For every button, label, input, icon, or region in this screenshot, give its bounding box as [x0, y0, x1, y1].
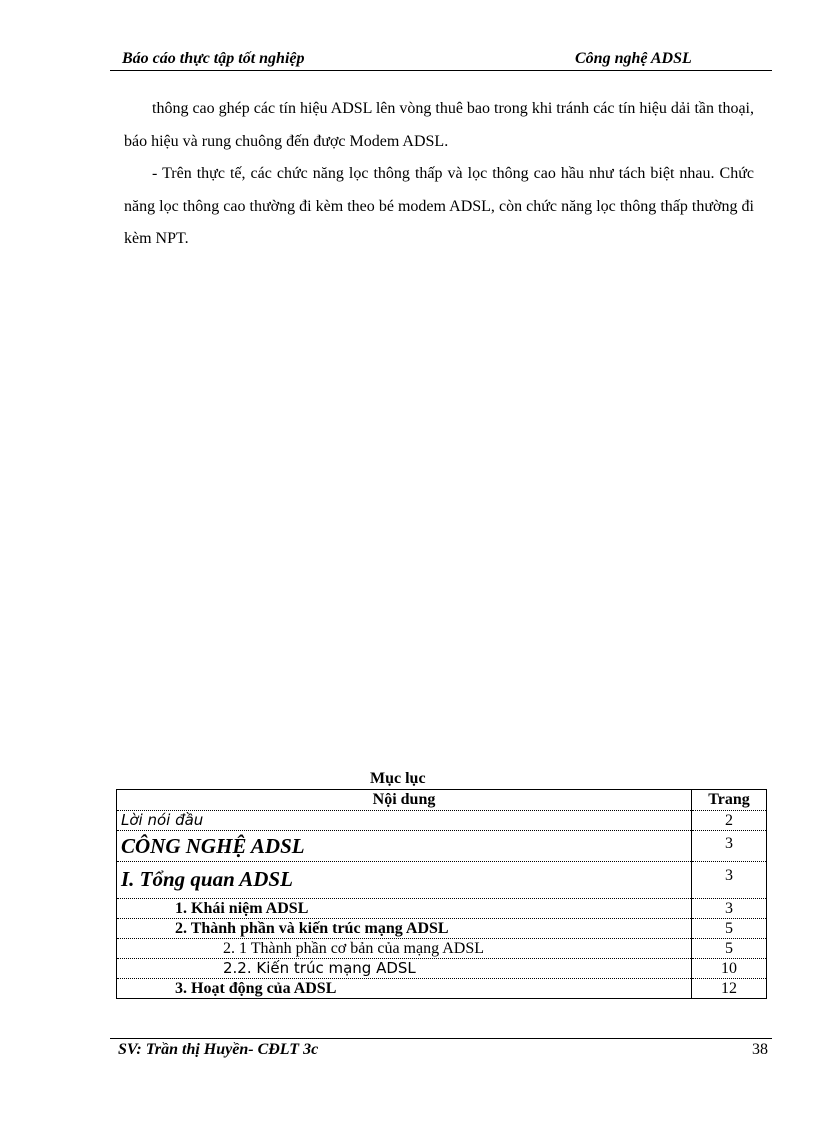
toc-page: 2 — [692, 811, 767, 831]
toc-page: 3 — [692, 862, 767, 899]
toc-entry: Lời nói đầu — [117, 811, 692, 831]
toc-row — [117, 919, 767, 939]
footer-author: SV: Trần thị Huyền- CĐLT 3c — [118, 1041, 319, 1058]
header-subject: Công nghệ ADSL — [575, 50, 692, 67]
paragraph-1: thông cao ghép các tín hiệu ADSL lên vòng thuê bao trong khi tránh các tín hiệu dải tần thoại, báo hiệu và rung chuông đến được Modem ADSL. — [124, 100, 754, 150]
paragraph-2: - Trên thực tế, các chức năng lọc thông thấp và lọc thông cao hầu như tách biệt nhau. Chức năng lọc thông cao thường đi kèm theo bé modem ADSL, còn chức năng lọc thông thấp thường đi kèm NPT. — [124, 165, 754, 247]
body-text — [124, 93, 754, 256]
page-number: 38 — [752, 1041, 768, 1058]
toc-entry: 1. Khái niệm ADSL — [117, 899, 692, 919]
toc-entry: 2.2. Kiến trúc mạng ADSL — [117, 959, 692, 979]
toc-header-row — [117, 790, 767, 811]
toc-col-content-header: Nội dung — [117, 790, 692, 811]
page-header — [110, 50, 772, 71]
toc-row — [117, 831, 767, 862]
toc-page: 12 — [692, 979, 767, 999]
toc-page: 3 — [692, 899, 767, 919]
toc-row — [117, 979, 767, 999]
toc-entry: 3. Hoạt động của ADSL — [117, 979, 692, 999]
toc-page: 5 — [692, 939, 767, 959]
toc-row — [117, 899, 767, 919]
toc-entry: 2. Thành phần và kiến trúc mạng ADSL — [117, 919, 692, 939]
toc-row — [117, 811, 767, 831]
toc-col-page-header: Trang — [692, 790, 767, 811]
toc-entry: I. Tổng quan ADSL — [117, 862, 692, 899]
toc-page: 3 — [692, 831, 767, 862]
toc-row — [117, 939, 767, 959]
toc-page: 10 — [692, 959, 767, 979]
toc-table — [116, 789, 767, 999]
page-footer — [110, 1038, 772, 1059]
toc-row — [117, 862, 767, 899]
toc-entry: 2. 1 Thành phần cơ bản của mạng ADSL — [117, 939, 692, 959]
toc-entry: CÔNG NGHỆ ADSL — [117, 831, 692, 862]
toc-title: Mục lục — [370, 770, 426, 787]
toc-page: 5 — [692, 919, 767, 939]
toc-row — [117, 959, 767, 979]
header-report-title: Báo cáo thực tập tốt nghiệp — [122, 50, 305, 67]
